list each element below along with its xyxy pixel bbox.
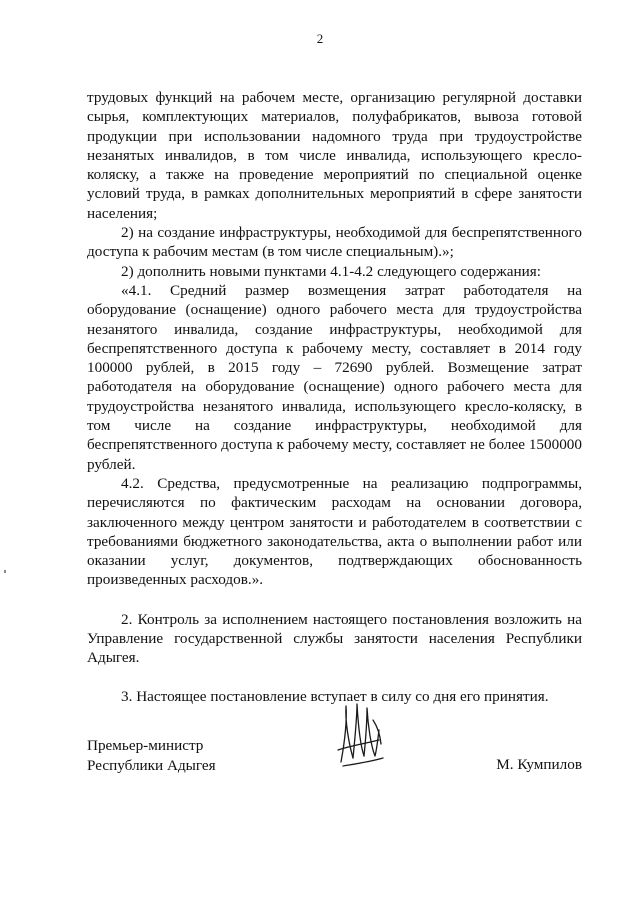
paragraph-4-1: «4.1. Средний размер возмещения затрат работодателя на оборудование (оснащение) одного рабочего места для трудоустройства незанятого инвалида, создание инфраструктуры, необходимой для беспрепятственного доступа к рабочему месту, составляет в 2014 году 100000 рублей, в 2015 году – 72690 рублей. Возмещение затрат работодателя на оборудование (оснащение) одного рабочего места для трудоустройства незанятого инвалида, использующего кресло-коляску, в том числе на создание инфраструктуры, необходимой для беспрепятственного доступа к рабочему месту, составляет не более 1500000 рублей. (87, 281, 582, 473)
paragraph-item-2: 2) на создание инфраструктуры, необходимой для беспрепятственного доступа к рабочим местам (в том числе специальным).»; (87, 224, 582, 261)
paragraph-continuation: трудовых функций на рабочем месте, организацию регулярной доставки сырья, комплектующих материалов, полуфабрикатов, вывоза готовой продукции при использовании надомного труда при трудоустройстве незанятых инвалидов, в том числе инвалида, использующего кресло-коляску, а также на проведение мероприятий по специальной оценке условий труда, в рамках дополнительных мероприятий в сфере занятости населения; (87, 89, 582, 222)
handwritten-signature (333, 700, 393, 772)
paragraph-amendment-intro: 2) дополнить новыми пунктами 4.1-4.2 следующего содержания: (121, 262, 541, 280)
paragraph-effect: 3. Настоящее постановление вступает в силу со дня его принятия. (121, 687, 549, 705)
paragraph-control: 2. Контроль за исполнением настоящего постановления возложить на Управление государственной службы занятости населения Республики Адыгея. (87, 610, 582, 667)
paragraph-4-2: 4.2. Средства, предусмотренные на реализацию подпрограммы, перечисляются по фактическим расходам на основании договора, заключенного между центром занятости и работодателем в соответствии с требованиями бюджетного законодательства, акта о выполнении работ или оказании услуг, документов, подтверждающих обоснованность произведенных расходов.». (87, 474, 582, 589)
page-number: 2 (316, 31, 324, 46)
signer-title-line-2: Республики Адыгея (87, 756, 216, 774)
document-body (87, 88, 582, 706)
signer-name: М. Кумпилов (496, 756, 582, 773)
signature-block (87, 736, 582, 786)
signer-title (87, 736, 216, 775)
margin-mark (4, 570, 6, 573)
signer-title-line-1: Премьер-министр (87, 737, 204, 754)
